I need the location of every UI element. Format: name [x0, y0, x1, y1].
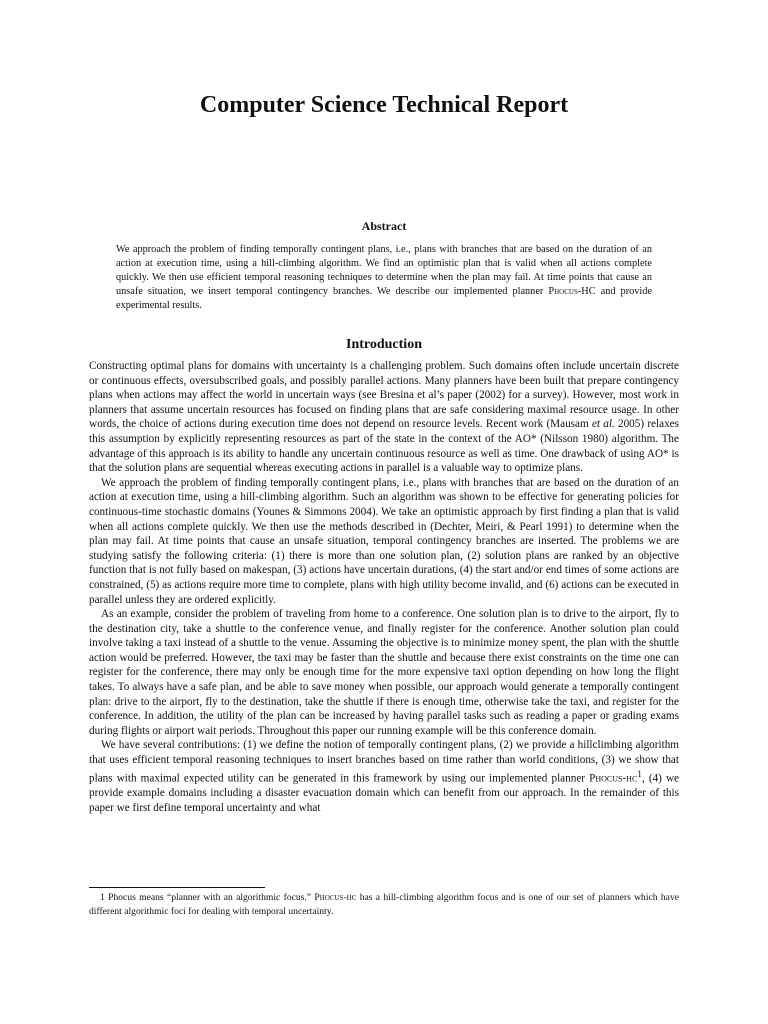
footnote-1	[89, 891, 679, 919]
footnote-text-a: 1 Phocus means “planner with an algorithmic focus.”	[100, 892, 315, 903]
intro-paragraph-2: We approach the problem of finding temporally contingent plans, i.e., plans with branches that are based on the duration of an action at execution time, using a hill-climbing algorithm. Such an algorithm was shown to be effective for generating policies for continuous-time stochastic domains (Younes & Simmons 2004). We take an optimistic approach by first finding a plan that is valid when all actions complete quickly. We then use the methods described in (Dechter, Meiri, & Pearl 1991) to determine when the plan may fail. At time points that cause an unsafe situation, temporal contingency branches are inserted. The problems we are studying satisfy the following criteria: (1) there is more than one solution plan, (2) solution plans are ranked by an objective function that is not fully based on makespan, (3) actions have uncertain durations, (4) the start and/or end times of some actions are constrained, (5) as actions require more time to complete, plans with high utility become invalid, and (6) actions can be executed in parallel unless they are ordered explicitly.	[89, 476, 679, 606]
intro-paragraph-1	[89, 359, 679, 476]
introduction-body	[89, 359, 679, 815]
abstract-heading: Abstract	[361, 219, 407, 233]
intro-paragraph-3: As an example, consider the problem of traveling from home to a conference. One solution plan is to drive to the airport, fly to the destination city, take a shuttle to the conference venue, and finally register for the conference. Another solution plan could involve taking a taxi instead of a shuttle to the venue. Assuming the objective is to minimize money spent, the plan with the shuttle action would be preferred. However, the taxi may be faster than the shuttle and because there exist constraints on the time one can register for the conference, there may only be enough time for the more expensive taxi option depending on how long the flight takes. To always have a safe plan, and be able to save money when possible, our approach would generate a temporally contingent plan: drive to the airport, fly to the destination, take the shuttle if there is enough time, otherwise take the taxi, and register for the conference. In addition, the utility of the plan can be increased by having parallel tasks such as reading a paper or grading exams during flights or airport wait periods. Throughout this paper our running example will be this conference domain.	[89, 608, 679, 737]
intro-p4-planner-name: Phocus-hc	[589, 772, 638, 785]
abstract-text-part-2: -HC and provide experimental results.	[116, 286, 653, 311]
footnote-planner-name: Phocus-hc	[314, 892, 357, 903]
intro-paragraph-4	[89, 738, 679, 815]
abstract-planner-name: Phocus	[548, 286, 578, 297]
intro-p4-text-b: , (4) we provide example domains including a disaster evacuation domain which can benefit from our approach. In the remainder of this paper we first define temporal uncertainty and what	[89, 772, 680, 814]
footnote-marker[interactable]: 1	[637, 769, 642, 780]
abstract-text-part-1: We approach the problem of finding temporally contingent plans, i.e., plans with branches that are based on the duration of an action at execution time, using a hill-climbing algorithm. We find an optimistic plan that is valid when all actions complete quickly. We then use efficient temporal reasoning techniques to determine when the plan may fail. At time points that cause an unsafe situation, we insert temporal contingency branches. We describe our implemented planner	[116, 244, 652, 297]
intro-p1-etal: et al.	[591, 418, 615, 431]
intro-p1-text-a: Constructing optimal plans for domains with uncertainty is a challenging problem. Such domains often include uncertain discrete or continuous effects, oversubscribed goals, and possibly parallel actions. Many planners have been built that prepare contingency plans when actions may affect the world in uncertain ways (see Bresina et al’s paper (2002) for a survey). However, most work in planners that assume uncertain resources has focused on finding plans that are safe considering maximal resource usage. In other words, the choice of actions during execution time does not depend on resource levels. Recent work (Mausam	[89, 360, 679, 431]
intro-p4-text-a: We have several contributions: (1) we define the notion of temporally contingent plans, (2) we provide a hillclimbing algorithm that uses efficient temporal reasoning techniques to insert branches based on time rather than world conditions, (3) we show that plans with maximal expected utility can be generated in this framework by using our implemented planner	[89, 739, 679, 785]
intro-p1-text-b: 2005) relaxes this assumption by explicitly representing resources as part of the state in the context of the AO* (Nilsson 1980) algorithm. The advantage of this approach is its ability to handle any uncertain continuous resource as well as time. One drawback of using AO* is that the solution plans are sequential whereas executing actions in parallel is a valuable way to optimize plans.	[89, 418, 679, 475]
abstract-text	[116, 243, 652, 313]
report-title: Computer Science Technical Report	[199, 92, 569, 118]
introduction-heading: Introduction	[346, 337, 422, 352]
footnote-divider	[89, 887, 265, 888]
footnote-text-b: has a hill-climbing algorithm focus and is one of our set of planners which have different algorithmic foci for dealing with temporal uncertainty.	[89, 892, 679, 917]
